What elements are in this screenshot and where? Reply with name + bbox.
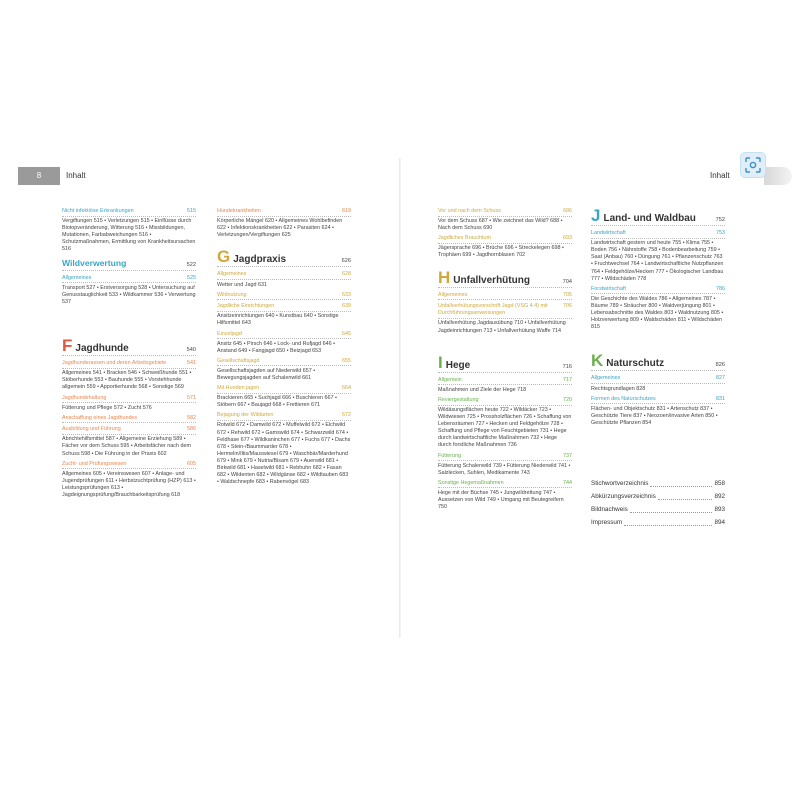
section-entries: Fütterung Schalenwild 739 • Fütterung Niederwild 741 • Salzlecken, Suhlen, Medikamente 743	[438, 462, 571, 476]
section-entries: Allgemeines 605 • Vereinswesen 607 • Anlage- und Jugendprüfungen 611 • Herbstzuchtprüfung (HZP) 613 • Leistungsprüfungen 613 • Jagdeignungsprüfung/Brauchbarkeitsprüfung 618	[62, 470, 196, 499]
section-title: Reviergestaltung	[438, 396, 479, 403]
section-title: Bejagung der Wildarten	[217, 412, 274, 419]
section-title: Gesellschaftsjagd	[217, 357, 260, 364]
section-entries: Rotwild 672 • Damwild 672 • Muffelwild 672 • Elchwild 672 • Rehwild 672 • Gamswild 674 • Schwarzwild 674 • Feldhase 677 • Wildkaninchen 677 • Fuchs 677 • Dachs 678 • Stein-/Baummarder 678 • Hermelin/Iltis/Mauswiesel 679 • Waschbär/Marderhund 679 • Mink 679 • Nutria/Bisam 679 • Auerwild 681 • Birkwild 681 • Haselwild 681 • Rebhuhn 682 • Fasan 682 • Wildenten 682 • Wildgänse 682 • Wildtauben 683 • Waldschnepfe 683 • Rabenvögel 683	[217, 422, 351, 486]
toc-section	[217, 303, 351, 327]
section-title: Allgemeines	[438, 291, 468, 298]
back-matter-page: 858	[714, 479, 725, 487]
page-gutter	[399, 158, 401, 638]
chapter-letter: I	[438, 352, 443, 372]
section-page: 786	[716, 285, 725, 292]
chapter-heading-k	[591, 353, 725, 371]
section-page: 737	[563, 452, 572, 459]
chapter-heading-j	[591, 208, 725, 226]
section-title: Unfallverhütungsvorschrift Jagd (VSG 4.4) mit Durchführungsanweisungen	[438, 303, 548, 317]
back-matter-label: Impressum	[591, 518, 623, 526]
toc-column-1	[62, 208, 196, 502]
section-page: 655	[342, 357, 351, 364]
section-title: Allgemeines	[591, 375, 621, 382]
toc-section	[217, 358, 351, 382]
page-number-tab-right	[764, 167, 792, 185]
toc-section	[438, 292, 572, 301]
section-title: Nicht infektiöse Erkrankungen	[62, 208, 134, 214]
toc-section	[438, 397, 572, 450]
section-title: Jagdhundehaltung	[62, 394, 107, 401]
section-page: 571	[187, 394, 196, 401]
toc-section	[217, 331, 351, 355]
chapter-title: Naturschutz	[606, 358, 665, 370]
section-page: 515	[187, 208, 196, 214]
section-entries: Körperliche Mängel 620 • Allgemeines Wohlbefinden 622 • Infektionskrankheiten 622 • Parasiten 624 • Verletzungen/Vergiftungen 625	[217, 218, 343, 239]
section-entries: Ansitzeinrichtungen 640 • Kunstbau 640 • Sonstige Hilfsmittel 643	[217, 313, 339, 327]
toc-section	[62, 426, 196, 457]
section-page: 628	[342, 271, 351, 278]
section-entries: Fütterung und Pflege 572 • Zucht 576	[62, 404, 152, 411]
chapter-heading-h	[438, 267, 572, 288]
section-title: Ausbildung und Führung	[62, 426, 121, 433]
chapter-title: Jagdpraxis	[233, 254, 287, 266]
back-matter-row	[591, 477, 725, 490]
section-page: 717	[563, 376, 572, 383]
section-page: 586	[187, 426, 196, 433]
back-matter-page: 892	[714, 492, 725, 500]
section-title: Forstwirtschaft	[591, 285, 627, 292]
toc-section	[62, 395, 196, 412]
section-page: 541	[187, 360, 196, 367]
back-matter-list	[591, 477, 725, 529]
chapter-title: Hege	[445, 359, 471, 371]
chapter-title: Jagdhunde	[75, 343, 129, 355]
chapter-page: 522	[186, 261, 196, 268]
section-page: 619	[342, 208, 351, 214]
section-title: Jagdliches Brauchtum	[438, 235, 492, 242]
toc-section	[438, 453, 572, 477]
chapter-letter: J	[591, 206, 601, 225]
section-title: Jagdhunderassen und deren Arbeitsgebiete	[62, 360, 167, 367]
chapter-letter: G	[217, 247, 231, 267]
toc-column-2	[217, 208, 351, 489]
section-title: Mit Hunden jagen	[217, 385, 260, 392]
section-entries: Landwirtschaft gestern und heute 755 • Klima 755 • Boden 756 • Nährstoffe 758 • Bodenbearbeitung 759 • Saat (Anbau) 760 • Düngung 761 • Pflanzenschutz 763 • Fruchtwechsel 764 • Landwirtschaftliche Nutzpflanzen 764 • Feldgehölze/Hecken 777 • Ökologischer Landbau 777 • Wildschäden 778	[591, 240, 724, 282]
chapter-page: 540	[186, 347, 196, 354]
back-matter-page: 893	[714, 505, 725, 513]
section-page: 645	[342, 330, 351, 337]
section-page: 706	[563, 303, 572, 310]
section-entries: Unfallverhütung Jagdausübung 710 • Unfallverhütung Jagdeinrichtungen 713 • Unfallverhütung Waffe 714	[438, 320, 566, 334]
section-page: 693	[563, 235, 572, 242]
running-header-left: Inhalt	[66, 171, 86, 180]
toc-section	[438, 377, 572, 394]
chapter-letter: K	[591, 351, 604, 371]
section-title: Einzeljagd	[217, 330, 242, 337]
section-title: Anschaffung eines Jagdhundes	[62, 414, 138, 421]
toc-section	[217, 271, 351, 288]
toc-section	[217, 412, 351, 486]
chapter-title: Unfallverhütung	[453, 274, 530, 286]
toc-section	[591, 396, 725, 427]
section-entries: Wildäsungsflächen heute 722 • Wildäcker 723 • Wildwiesen 725 • Prossholzflächen 726 • Schaffung von Lebensräumen 727 • Hecken und Feldgehölze 728 • Schaffung und Pflege von Feuchtgebieten 731 • Hege durch landwirtschaftliche Maßnahmen 732 • Hege durch forstliche Maßnahmen 736	[438, 407, 572, 449]
visual-search-button[interactable]	[740, 152, 766, 178]
section-title: Zucht- und Prüfungswesen	[62, 460, 127, 467]
section-entries: Hege mit der Büchse 745 • Jungwildrettung 747 • Aussetzen von Wild 749 • Umgang mit Beutegreifern 750	[438, 489, 564, 511]
toc-section	[217, 208, 351, 239]
toc-section	[62, 360, 196, 391]
section-entries: Wetter und Jagd 631	[217, 281, 267, 288]
section-entries: Flächen- und Objektschutz 831 • Artenschutz 837 • Geschützte Tiere 837 • Neozoen/invasive Arten 850 • Geschützte Pflanzen 854	[591, 405, 718, 426]
section-title: Vor und nach dem Schuss	[438, 208, 501, 214]
section-page: 672	[342, 412, 351, 419]
section-entries: Maßnahmen und Ziele der Hege 718	[438, 386, 527, 393]
section-entries: Die Geschichte des Waldes 786 • Allgemeines 787 • Bäume 789 • Sträucher 800 • Waldverjüngung 801 • Lebensabschnitte des Waldes 803 • Waldnutzung 805 • Holzverwertung 809 • Waldschäden 811 • Wildschäden 815	[591, 295, 724, 331]
toc-section	[217, 385, 351, 409]
chapter-letter: H	[438, 267, 451, 287]
section-entries: Transport 527 • Erstversorgung 528 • Untersuchung auf Genusstauglichkeit 533 • Wildkammer 536 • Verwertung 537	[62, 284, 196, 305]
section-page: 633	[342, 291, 351, 298]
section-page: 827	[716, 375, 725, 382]
section-page: 686	[563, 208, 572, 214]
chapter-page: 626	[341, 258, 351, 265]
section-page: 753	[716, 230, 725, 237]
section-entries: Vergiftungen 515 • Verletzungen 515 • Einflüsse durch Biotopveränderung, Witterung 516 • Missbildungen, Mutationen, Farbabweichungen 516 • Schutzmaßnahmen, Ermittlung von Krankheitsursachen 516	[62, 218, 196, 253]
running-header-right: Inhalt	[710, 171, 730, 180]
section-entries: Ansitz 645 • Pirsch 646 • Lock- und Rufjagd 646 • Anstand 649 • Fangjagd 650 • Beizjagd 653	[217, 340, 336, 354]
section-entries: Rechtsgrundlagen 828	[591, 385, 646, 392]
chapter-title: Wildverwertung	[62, 257, 127, 268]
section-page: 744	[563, 479, 572, 486]
section-title: Fütterung	[438, 452, 462, 459]
toc-column-4	[591, 208, 725, 529]
toc-column-3	[438, 208, 572, 514]
chapter-page: 826	[715, 362, 725, 369]
section-title: Jagdliche Einrichtungen	[217, 303, 275, 310]
section-entries: Brackieren 665 • Suchjagd 666 • Buschieren 667 • Stöbern 667 • Baujagd 668 • Frettieren 671	[217, 395, 337, 409]
chapter-heading-i	[438, 352, 572, 373]
chapter-heading	[62, 257, 196, 271]
back-matter-label: Bildnachweis	[591, 505, 628, 513]
back-matter-row	[591, 516, 725, 529]
section-page: 664	[342, 385, 351, 392]
toc-section	[438, 235, 572, 259]
toc-section	[217, 292, 351, 301]
toc-section	[438, 480, 572, 511]
toc-section	[591, 230, 725, 283]
toc-section	[438, 208, 572, 232]
section-title: Hundekrankheiten	[217, 208, 261, 214]
section-title: Allgemein	[438, 376, 462, 383]
toc-section	[438, 303, 572, 334]
toc-section	[62, 208, 196, 254]
chapter-page: 716	[562, 363, 572, 370]
section-entries: Jägersprache 696 • Brüche 696 • Streckelegen 698 • Trophäen 699 • Jagdhornblasen 702	[438, 245, 564, 259]
chapter-title: Land- und Waldbau	[603, 213, 696, 224]
chapter-page: 704	[562, 278, 572, 285]
scan-icon	[745, 157, 761, 173]
section-page: 605	[187, 460, 196, 467]
toc-section	[62, 461, 196, 499]
chapter-heading-g	[217, 249, 351, 267]
chapter-letter: F	[62, 336, 73, 356]
back-matter-label: Abkürzungsverzeichnis	[591, 492, 656, 500]
section-title: Formen des Naturschutzes	[591, 395, 656, 402]
section-entries: Allgemeines 541 • Bracken 546 • Schweißhunde 551 • Stöberhunde 553 • Bauhunde 555 • Vorstehhunde allgemein 559 • Apportierhunde 568 • Sonstige 569	[62, 370, 192, 391]
chapter-page: 752	[715, 217, 725, 223]
toc-section	[591, 286, 725, 332]
section-title: Allgemeines	[62, 274, 92, 281]
back-matter-page: 894	[714, 518, 725, 526]
section-page: 639	[342, 303, 351, 310]
toc-section	[62, 275, 196, 306]
chapter-heading-f	[62, 338, 196, 356]
back-matter-label: Stichwortverzeichnis	[591, 479, 649, 487]
section-title: Landwirtschaft	[591, 230, 626, 237]
section-entries: Gesellschaftsjagden auf Niederwild 657 • Bewegungsjagden auf Schalenwild 661	[217, 367, 316, 381]
section-title: Allgemeines	[217, 271, 247, 278]
toc-section	[591, 375, 725, 392]
section-page: 705	[563, 291, 572, 298]
section-page: 582	[187, 414, 196, 421]
section-entries: Vor dem Schuss 687 • Wie zeichnet das Wild? 688 • Nach dem Schuss 690	[438, 218, 563, 232]
page-number-left: 8	[18, 167, 60, 185]
back-matter-row	[591, 503, 725, 516]
section-page: 525	[187, 274, 196, 281]
section-title: Sonstige Hegemaßnahmen	[438, 479, 504, 486]
toc-section	[62, 415, 196, 424]
section-page: 831	[716, 395, 725, 402]
section-entries: Abrichtehilfsmittel 587 • Allgemeine Erziehung 589 • Fächer vor dem Schuss 595 • Arbeitsfächer nach dem Schuss 598 • Die Führung in der Praxis 602	[62, 436, 191, 457]
section-page: 720	[563, 396, 572, 403]
section-title: Wildnutzung	[217, 291, 247, 298]
back-matter-row	[591, 490, 725, 503]
